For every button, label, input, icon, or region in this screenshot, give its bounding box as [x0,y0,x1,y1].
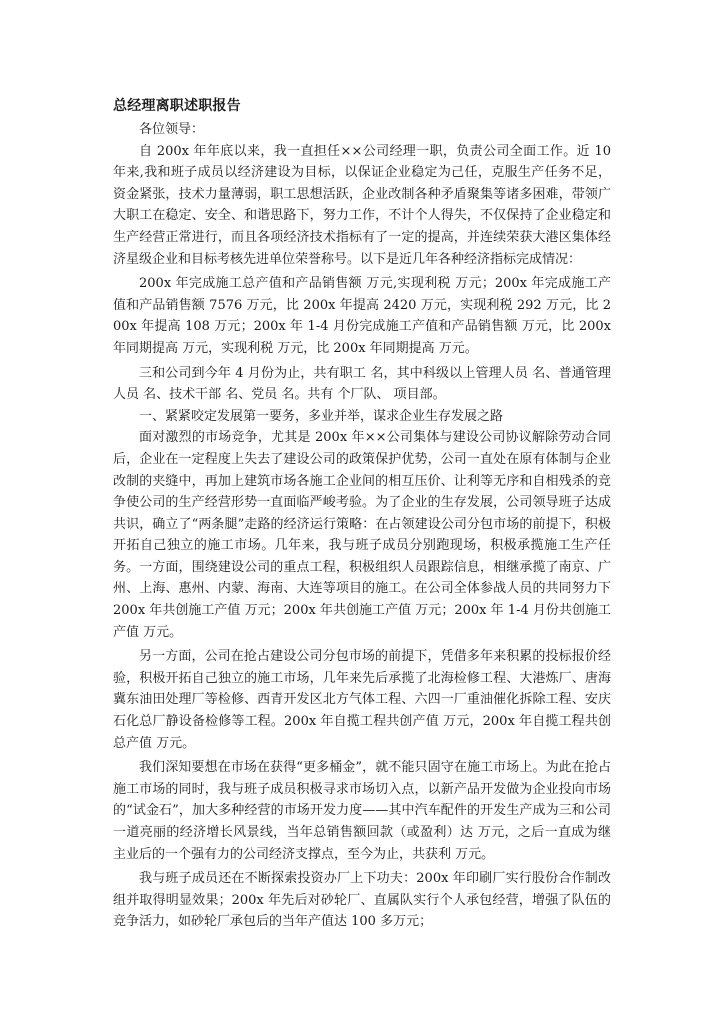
indicators-paragraph: 200x 年完成施工总产值和产品销售额 万元,实现利税 万元；200x 年完成施工产值和产品销售额 7576 万元，比 200x 年提高 2420 万元，实现利税 292 万元，比 200x 年提高 108 万元；200x 年 1-4 月份完成施工产值和产品销售额 万元，比 200x 年同期提高 万元，实现利税 万元，比 200x 年同期提高 万元。 [113,276,611,356]
investment-paragraph: 我与班子成员还在不断探索投资办厂上下功夫：200x 年印刷厂实行股份合作制改组并取得明显效果；200x 年先后对砂轮厂、直属队实行个人承包经营，增强了队伍的竞争活力，如砂轮厂承包后的当年产值达 100 多万元； [113,871,611,930]
independent-market-paragraph: 另一方面，公司在抢占建设公司分包市场的前提下，凭借多年来积累的投标报价经验，积极开拓自己独立的施工市场，几年来先后承揽了北海检修工程、大港炼厂、唐海冀东油田处理厂等检修、西青开发区北方气体工程、六四一厂重油催化拆除工程、安庆石化总厂静设备检修等工程。200x 年自揽工程共创产值 万元，200x 年自揽工程共创总产值 万元。 [113,649,611,751]
document-page [113,97,611,933]
document-title: 总经理离职述职报告 [113,98,241,114]
market-paragraph: 面对激烈的市场竞争，尤其是 200x 年××公司集体与建设公司协议解除劳动合同后，企业在一定程度上失去了建设公司的政策保护优势，公司一直处在原有体制与企业改制的夹缝中，再加上建筑市场各施工企业间的相互压价、让利等无序和自相残杀的竞争使公司的生产经营形势一直面临严峻考验。为了企业的生存发展，公司领导班子达成共识，确立了“两条腿”走路的经济运行策略：在占领建设公司分包市场的前提下，积极开拓自己独立的施工市场。几年来，我与班子成员分别跑现场，积极承揽施工生产任务。一方面，围绕建设公司的重点工程，积极组织人员跟踪信息，相继承揽了南京、广州、上海、惠州、内蒙、海南、大连等项目的施工。在公司全体参战人员的共同努力下 200x 年共创施工产值 万元；200x 年共创施工产值 万元；200x 年 1-4 月份共创施工产值 万元。 [113,430,611,640]
intro-paragraph: 自 200x 年年底以来，我一直担任××公司经理一职，负责公司全面工作。近 10 年来,我和班子成员以经济建设为目标，以保证企业稳定为己任，克服生产任务不足，资金紧张，技术力量薄弱，职工思想活跃，企业改制各种矛盾聚集等诸多困难，带领广大职工在稳定、安全、和谐思路下，努力工作，不计个人得失，不仅保持了企业稳定和生产经营正常进行，而且各项经济技术指标有了一定的提高，并连续荣获大港区集体经济星级企业和目标考核先进单位荣誉称号。以下是近几年各种经济指标完成情况： [113,143,611,267]
salutation: 各位领导： [139,122,205,137]
section-heading-1: 一、紧紧咬定发展第一要务，多业并举，谋求企业生存发展之路 [139,408,504,424]
diversification-paragraph: 我们深知要想在市场在获得“更多桶金”，就不能只固守在施工市场上。为此在抢占施工市场的同时，我与班子成员积极寻求市场切入点，以新产品开发做为企业投向市场的“试金石”，加大多种经营的市场开发力度——其中汽车配件的开发生产成为三和公司一道亮丽的经济增长风景线，当年总销售额回款（或盈利）达 万元，之后一直成为继主业后的一个强有力的公司经济支撑点，至今为止，共获利 万元。 [113,760,611,862]
staff-paragraph: 三和公司到今年 4 月份为止，共有职工 名，其中科级以上管理人员 名、普通管理人员 名、技术干部 名、党员 名。共有 个厂队、 项目部。 [113,365,611,403]
